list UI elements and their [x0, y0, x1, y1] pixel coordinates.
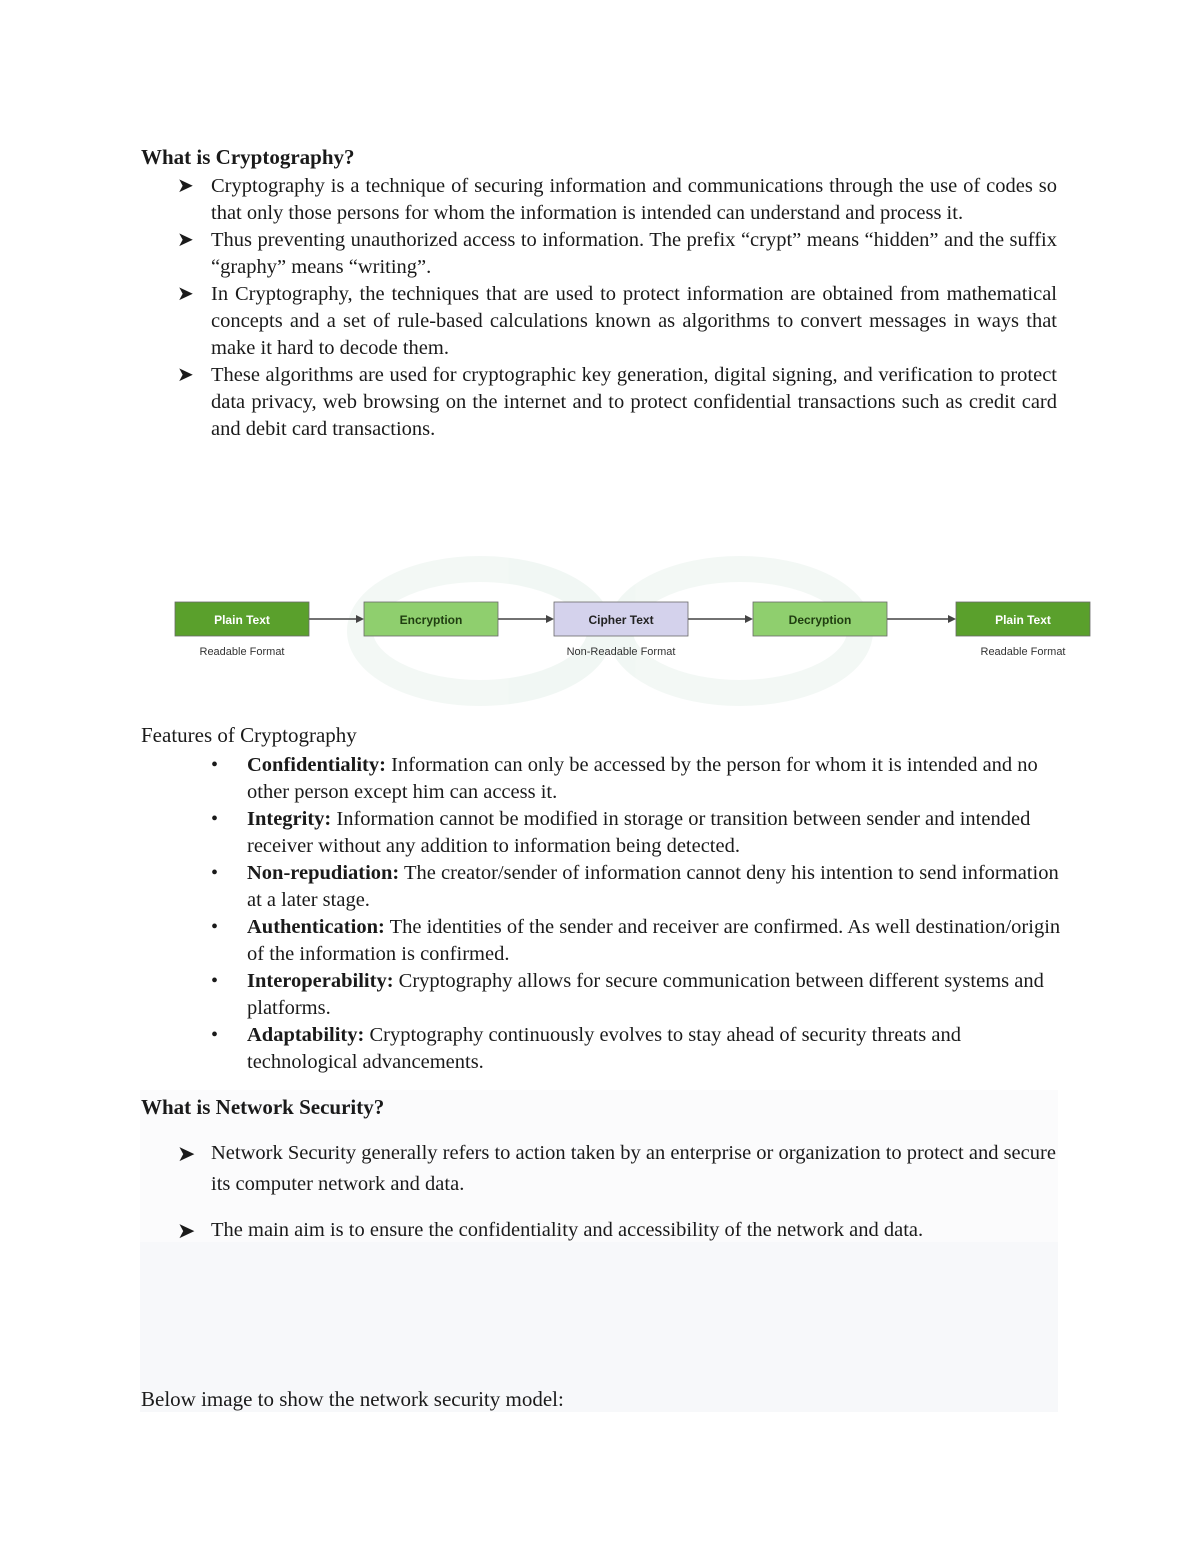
arrow-head-icon — [948, 615, 956, 623]
feature-text: Information cannot be modified in storage or transition between sender and intended receiver without any addition to information being detected. — [247, 808, 1031, 857]
feature-text: Cryptography allows for secure communication between different systems and platforms. — [247, 970, 1044, 1019]
encryption-flow-diagram — [140, 545, 1100, 715]
list-item — [141, 1022, 1061, 1076]
list-item — [141, 968, 1061, 1022]
flow-box — [364, 602, 498, 636]
flow-box-caption: Readable Format — [980, 646, 1066, 658]
features-title: Features of Cryptography — [141, 723, 357, 747]
dot-bullet-icon: • — [211, 808, 219, 830]
section-heading-network-security: What is Network Security? — [141, 1095, 385, 1119]
feature-term: Non-repudiation: — [247, 862, 400, 884]
flow-box-caption: Readable Format — [199, 646, 285, 658]
feature-term: Adaptability: — [247, 1024, 365, 1046]
list-item — [141, 806, 1061, 860]
feature-text: The creator/sender of information cannot deny his intention to send information at a later stage. — [247, 862, 1059, 911]
arrow-bullet-icon: ➤ — [177, 175, 194, 197]
bullet-text: In Cryptography, the techniques that are used to protect information are obtained from mathematical concepts and a set of rule-based calculations known as algorithms to convert messages in ways that make it hard to decode them. — [211, 283, 1057, 359]
list-item — [141, 227, 1057, 281]
list-item — [141, 1215, 1061, 1246]
bullet-text: Thus preventing unauthorized access to information. The prefix “crypt” means “hidden” and the suffix “graphy” means “writing”. — [211, 229, 1057, 278]
list-item — [141, 362, 1057, 443]
list-item — [141, 281, 1057, 362]
feature-term: Interoperability: — [247, 970, 394, 992]
flow-box-label: Plain Text — [995, 613, 1051, 627]
dot-bullet-icon: • — [211, 1024, 219, 1046]
section-heading-cryptography: What is Cryptography? — [141, 145, 355, 169]
list-item — [141, 914, 1061, 968]
arrow-bullet-icon: ➤ — [177, 229, 194, 251]
feature-text: Information can only be accessed by the person for whom it is intended and no other person except him can access it. — [247, 754, 1038, 803]
flow-box — [753, 602, 887, 636]
bullet-text: The main aim is to ensure the confidentiality and accessibility of the network and data. — [211, 1219, 924, 1241]
cryptography-bullet-list — [141, 173, 1057, 443]
list-item — [141, 860, 1061, 914]
flow-box-label: Decryption — [788, 613, 852, 627]
flow-box-label: Encryption — [399, 613, 463, 627]
arrow-head-icon — [546, 615, 554, 623]
flow-box — [956, 602, 1090, 658]
arrow-bullet-icon: ➤ — [177, 364, 194, 386]
features-list — [141, 752, 1061, 1076]
feature-text: Cryptography continuously evolves to stay ahead of security threats and technological advancements. — [247, 1024, 961, 1073]
feature-text: The identities of the sender and receiver are confirmed. As well destination/origin of the information is confirmed. — [247, 916, 1061, 965]
list-item — [141, 752, 1061, 806]
dot-bullet-icon: • — [211, 916, 219, 938]
arrow-bullet-icon: ➤ — [177, 1218, 196, 1243]
list-item — [141, 173, 1057, 227]
network-model-caption: Below image to show the network security model: — [141, 1387, 564, 1411]
bullet-text: Cryptography is a technique of securing information and communications through the use of codes so that only those persons for whom the information is intended can understand and process it. — [211, 175, 1057, 224]
bullet-text: Network Security generally refers to action taken by an enterprise or organization to protect and secure its computer network and data. — [211, 1142, 1056, 1195]
arrow-bullet-icon: ➤ — [177, 283, 194, 305]
list-item — [141, 1138, 1061, 1200]
feature-term: Confidentiality: — [247, 754, 386, 776]
flow-box-caption: Non-Readable Format — [566, 646, 676, 658]
flow-box-label: Cipher Text — [588, 613, 654, 627]
feature-term: Integrity: — [247, 808, 332, 830]
arrow-bullet-icon: ➤ — [177, 1141, 196, 1166]
flow-box — [175, 602, 309, 658]
dot-bullet-icon: • — [211, 970, 219, 992]
network-security-bullet-list — [141, 1138, 1061, 1261]
dot-bullet-icon: • — [211, 862, 219, 884]
dot-bullet-icon: • — [211, 754, 219, 776]
feature-term: Authentication: — [247, 916, 385, 938]
flow-box-label: Plain Text — [214, 613, 270, 627]
bullet-text: These algorithms are used for cryptographic key generation, digital signing, and verification to protect data privacy, web browsing on the internet and to protect confidential transactions such as credit card and debit card transactions. — [211, 364, 1057, 440]
flow-box — [554, 602, 688, 658]
arrow-head-icon — [745, 615, 753, 623]
